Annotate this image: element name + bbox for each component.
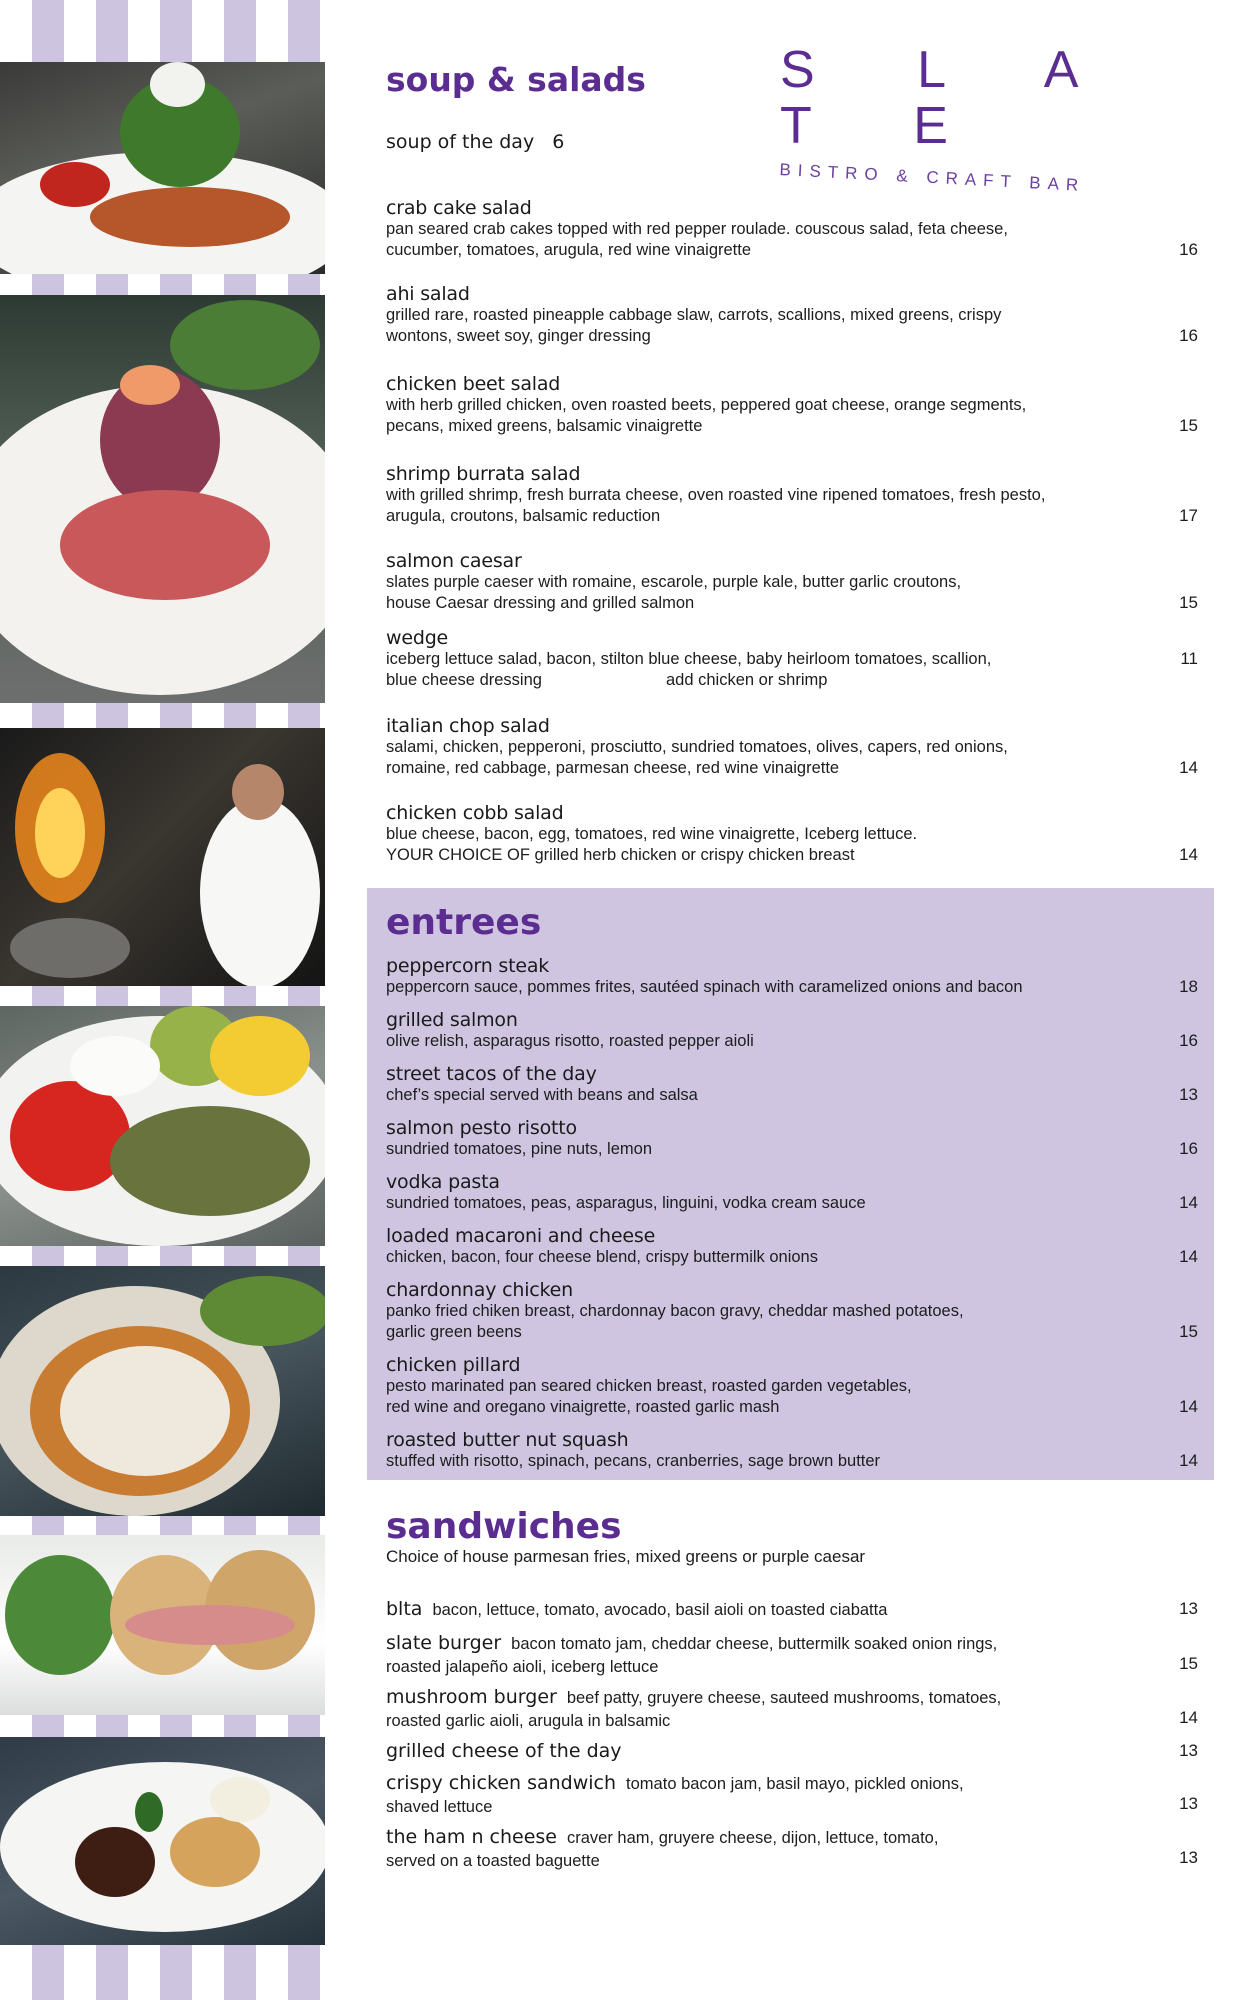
description-line: pecans, mixed greens, balsamic vinaigrette [386,417,703,435]
slate-logo [779,41,1140,195]
item-price: 13 [1179,1741,1198,1760]
description-line: wontons, sweet soy, ginger dressing [386,327,651,345]
item-price: 11 [1180,649,1198,668]
chicken-gravy-photo [0,1266,325,1516]
sandwich-item [386,1826,1198,1872]
lava-cake-photo [0,1737,325,1945]
item-name: shrimp burrata salad [386,463,581,485]
item-description [386,572,1198,614]
item-description [386,1451,1198,1472]
description-line: roasted garlic aioli, arugula in balsamic [386,1712,671,1730]
item-name: wedge [386,627,449,649]
item-price: 16 [1179,1031,1198,1050]
item-name: salmon pesto risotto [386,1117,577,1139]
description-line: salami, chicken, pepperoni, prosciutto, sundried tomatoes, olives, capers, red onions, [386,738,1008,756]
item-price: 13 [1179,1085,1198,1104]
item-price: 15 [1179,416,1198,435]
logo-wordmark: S L A T E [780,41,1120,155]
description-line: peppercorn sauce, pommes frites, sautéed spinach with caramelized onions and bacon [386,978,1023,996]
description-line: chicken, bacon, four cheese blend, crispy buttermilk onions [386,1248,818,1266]
item-price: 17 [1179,506,1198,525]
sandwich-line [386,1686,1198,1710]
entree-item [386,1171,1198,1214]
item-description [386,649,1198,691]
item-description [386,1139,1198,1160]
item-price: 15 [1179,1654,1198,1673]
entree-item [386,1063,1198,1106]
description-line: red wine and oregano vinaigrette, roasted garlic mash [386,1398,780,1416]
item-name: roasted butter nut squash [386,1429,629,1451]
description-line: with grilled shrimp, fresh burrata cheese, oven roasted vine ripened tomatoes, fresh pesto, [386,486,1046,504]
description-line: pan seared crab cakes topped with red pepper roulade. couscous salad, feta cheese, [386,220,1008,238]
item-description [386,1031,1198,1052]
item-description [386,1193,1198,1214]
description-line: served on a toasted baguette [386,1852,600,1870]
item-price: 15 [1179,1322,1198,1341]
entree-item [386,955,1198,998]
item-name: chicken beet salad [386,373,561,395]
item-description: bacon tomato jam, cheddar cheese, buttermilk soaked onion rings, [511,1635,998,1653]
description-line: blue cheese dressing [386,671,542,689]
description-line: garlic green beens [386,1323,522,1341]
item-description [386,977,1198,998]
soup-of-the-day [386,131,564,153]
entree-item [386,1429,1198,1472]
item-price: 16 [1179,240,1198,259]
description-line: stuffed with risotto, spinach, pecans, cranberries, sage brown butter [386,1452,881,1470]
item-name: street tacos of the day [386,1063,597,1085]
item-price: 18 [1179,977,1198,996]
salad-item [386,197,1198,261]
sandwich-item [386,1686,1198,1732]
description-line: sundried tomatoes, pine nuts, lemon [386,1140,652,1158]
item-name: grilled cheese of the day [386,1740,622,1762]
entrees-heading: entrees [386,902,542,943]
description-line: roasted jalapeño aioli, iceberg lettuce [386,1658,659,1676]
description-line: arugula, croutons, balsamic reduction [386,507,661,525]
item-name: peppercorn steak [386,955,550,977]
item-price: 15 [1179,593,1198,612]
item-name: vodka pasta [386,1171,500,1193]
item-description [386,824,1198,866]
sandwiches-heading: sandwiches [386,1506,622,1547]
add-on-note: add chicken or shrimp [666,671,828,689]
item-name: loaded macaroni and cheese [386,1225,656,1247]
item-description: tomato bacon jam, basil mayo, pickled onions, [626,1775,964,1793]
item-description [386,219,1198,261]
item-description [386,395,1198,437]
description-line: house Caesar dressing and grilled salmon [386,594,695,612]
item-price: 13 [1179,1599,1198,1618]
description-line: cucumber, tomatoes, arugula, red wine vinaigrette [386,241,752,259]
item-price: 14 [1179,1451,1198,1470]
salad-item [386,802,1198,866]
item-price: 13 [1179,1848,1198,1867]
salad-item [386,463,1198,527]
salad-item [386,373,1198,437]
item-price: 16 [1179,326,1198,345]
sandwich-photo [0,1535,325,1715]
item-description [386,1247,1198,1268]
entree-item [386,1225,1198,1268]
item-name: chicken pillard [386,1354,521,1376]
description-line: iceberg lettuce salad, bacon, stilton blue cheese, baby heirloom tomatoes, scallion, [386,650,992,668]
sandwich-line [386,1598,1198,1622]
shrimp-salad-photo [0,62,325,274]
entree-item [386,1279,1198,1343]
item-name: the ham n cheese [386,1826,557,1848]
item-description [386,737,1198,779]
entree-item [386,1354,1198,1418]
item-description [386,485,1198,527]
description-row [386,670,1128,691]
item-description [386,1085,1198,1106]
description-line: slates purple caeser with romaine, escarole, purple kale, butter garlic croutons, [386,573,962,591]
item-description: craver ham, gruyere cheese, dijon, lettuce, tomato, [567,1829,939,1847]
item-price: 14 [1179,1708,1198,1727]
item-description: beef patty, gruyere cheese, sauteed mushrooms, tomatoes, [566,1689,1002,1707]
description-line: shaved lettuce [386,1798,493,1816]
description-line: olive relish, asparagus risotto, roasted pepper aioli [386,1032,754,1050]
item-description [386,305,1198,347]
soup-label: soup of the day [386,131,535,153]
item-description: bacon, lettuce, tomato, avocado, basil aioli on toasted ciabatta [432,1601,888,1619]
sandwich-item [386,1598,1198,1622]
item-price: 13 [1179,1794,1198,1813]
description-line: blue cheese, bacon, egg, tomatoes, red wine vinaigrette, Iceberg lettuce. [386,825,918,843]
description-line: romaine, red cabbage, parmesan cheese, red wine vinaigrette [386,759,840,777]
photo-strip [0,0,328,2000]
sandwiches-subtitle: Choice of house parmesan fries, mixed greens or purple caesar [386,1547,866,1566]
logo-tagline: BISTRO & CRAFT BAR [779,160,1086,195]
entree-item [386,1117,1198,1160]
item-name: ahi salad [386,283,470,305]
cobb-salad-photo [0,1006,325,1246]
chef-flambe-photo [0,728,325,986]
item-name: mushroom burger [386,1686,557,1708]
description-line: grilled rare, roasted pineapple cabbage slaw, carrots, scallions, mixed greens, crispy [386,306,1002,324]
item-name: crispy chicken sandwich [386,1772,617,1794]
item-name: blta [386,1598,423,1620]
sandwich-line [386,1740,1198,1764]
sandwich-line [386,1632,1198,1656]
item-price: 14 [1179,1247,1198,1266]
soups-salads-heading: soup & salads [386,60,646,99]
salad-item [386,627,1198,691]
item-price: 14 [1179,758,1198,777]
description-line: panko fried chiken breast, chardonnay bacon gravy, cheddar mashed potatoes, [386,1302,964,1320]
description-line: with herb grilled chicken, oven roasted beets, peppered goat cheese, orange segments, [386,396,1027,414]
description-line: sundried tomatoes, peas, asparagus, linguini, vodka cream sauce [386,1194,866,1212]
item-price: 14 [1179,1397,1198,1416]
item-name: slate burger [386,1632,502,1654]
item-name: salmon caesar [386,550,522,572]
sandwich-item [386,1740,1198,1764]
soup-price: 6 [552,131,565,153]
item-name: chardonnay chicken [386,1279,573,1301]
item-price: 16 [1179,1139,1198,1158]
item-price: 14 [1179,1193,1198,1212]
sandwich-item [386,1772,1198,1818]
sandwich-line [386,1772,1198,1796]
salad-item [386,283,1198,347]
sandwich-item [386,1632,1198,1678]
item-name: chicken cobb salad [386,802,564,824]
item-description [386,1376,1198,1418]
item-name: crab cake salad [386,197,532,219]
description-line: pesto marinated pan seared chicken breast, roasted garden vegetables, [386,1377,912,1395]
item-name: italian chop salad [386,715,550,737]
entree-item [386,1009,1198,1052]
description-line: YOUR CHOICE OF grilled herb chicken or crispy chicken breast [386,846,855,864]
ahi-salad-photo [0,295,325,703]
item-description [386,1301,1198,1343]
salad-item [386,550,1198,614]
sandwich-line [386,1826,1198,1850]
item-name: grilled salmon [386,1009,518,1031]
salad-item [386,715,1198,779]
item-price: 14 [1179,845,1198,864]
description-line: chef’s special served with beans and salsa [386,1086,698,1104]
